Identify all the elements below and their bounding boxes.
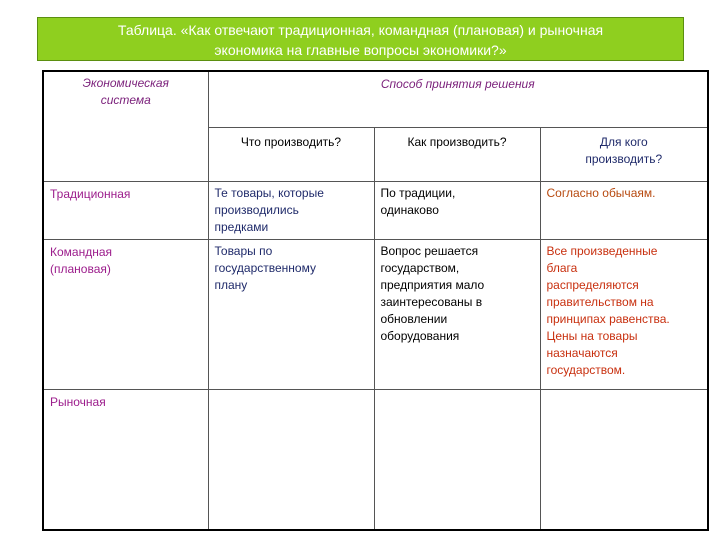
cell-line: производились: [214, 202, 299, 217]
cell-line: Товары по: [214, 243, 273, 258]
header-whom-line-1: Для кого: [599, 134, 648, 149]
market-how: [374, 389, 540, 530]
cell-line: По традиции,: [380, 185, 456, 200]
command-what: [208, 239, 374, 389]
cell-line: Цены на товары: [546, 328, 638, 343]
economy-table: [42, 70, 709, 531]
cell-line: государством.: [546, 362, 626, 377]
cell-line: государством,: [380, 260, 460, 275]
cell-line: обновлении: [380, 311, 448, 326]
cell-line: блага: [546, 260, 578, 275]
cell-line: государственному: [214, 260, 316, 275]
traditional-how: [374, 181, 540, 239]
header-how-to-produce: Как производить?: [374, 127, 540, 181]
row-label-command: [43, 239, 208, 389]
header-what-to-produce: Что производить?: [208, 127, 374, 181]
command-how: [374, 239, 540, 389]
cell-line: заинтересованы в: [380, 294, 483, 309]
header-economic-system: [43, 71, 208, 181]
market-whom: [540, 389, 708, 530]
title-line-2: экономика на главные вопросы экономики?»: [214, 42, 507, 58]
cell-line: правительством на: [546, 294, 654, 309]
traditional-whom: Согласно обычаям.: [540, 181, 708, 239]
market-what: [208, 389, 374, 530]
table-title: [37, 17, 684, 61]
header-row: [43, 71, 708, 127]
traditional-what: [208, 181, 374, 239]
table-row-command: [43, 239, 708, 389]
title-line-1: Таблица. «Как отвечают традиционная, командная (плановая) и рыночная: [117, 22, 604, 38]
row-label-market: Рыночная: [43, 389, 208, 530]
cell-line: одинаково: [380, 202, 439, 217]
header-decision-method: Способ принятия решения: [208, 71, 708, 127]
cell-line: предками: [214, 219, 269, 234]
cell-line: принципах равенства.: [546, 311, 670, 326]
cell-line: Все произведенные: [546, 243, 658, 258]
cell-line: предприятия мало: [380, 277, 485, 292]
cell-line: (плановая): [50, 261, 111, 276]
row-label-traditional: Традиционная: [43, 181, 208, 239]
command-whom: [540, 239, 708, 389]
cell-line: назначаются: [546, 345, 618, 360]
table-row-traditional: [43, 181, 708, 239]
cell-line: оборудования: [380, 328, 460, 343]
table-row-market: [43, 389, 708, 530]
cell-line: распределяются: [546, 277, 639, 292]
cell-line: Вопрос решается: [380, 243, 479, 258]
cell-line: Те товары, которые: [214, 185, 324, 200]
header-system-line-1: Экономическая: [82, 76, 169, 90]
header-system-line-2: система: [100, 93, 151, 107]
header-for-whom: [540, 127, 708, 181]
cell-line: Командная: [50, 244, 113, 259]
header-whom-line-2: производить?: [585, 151, 663, 166]
cell-line: плану: [214, 277, 248, 292]
